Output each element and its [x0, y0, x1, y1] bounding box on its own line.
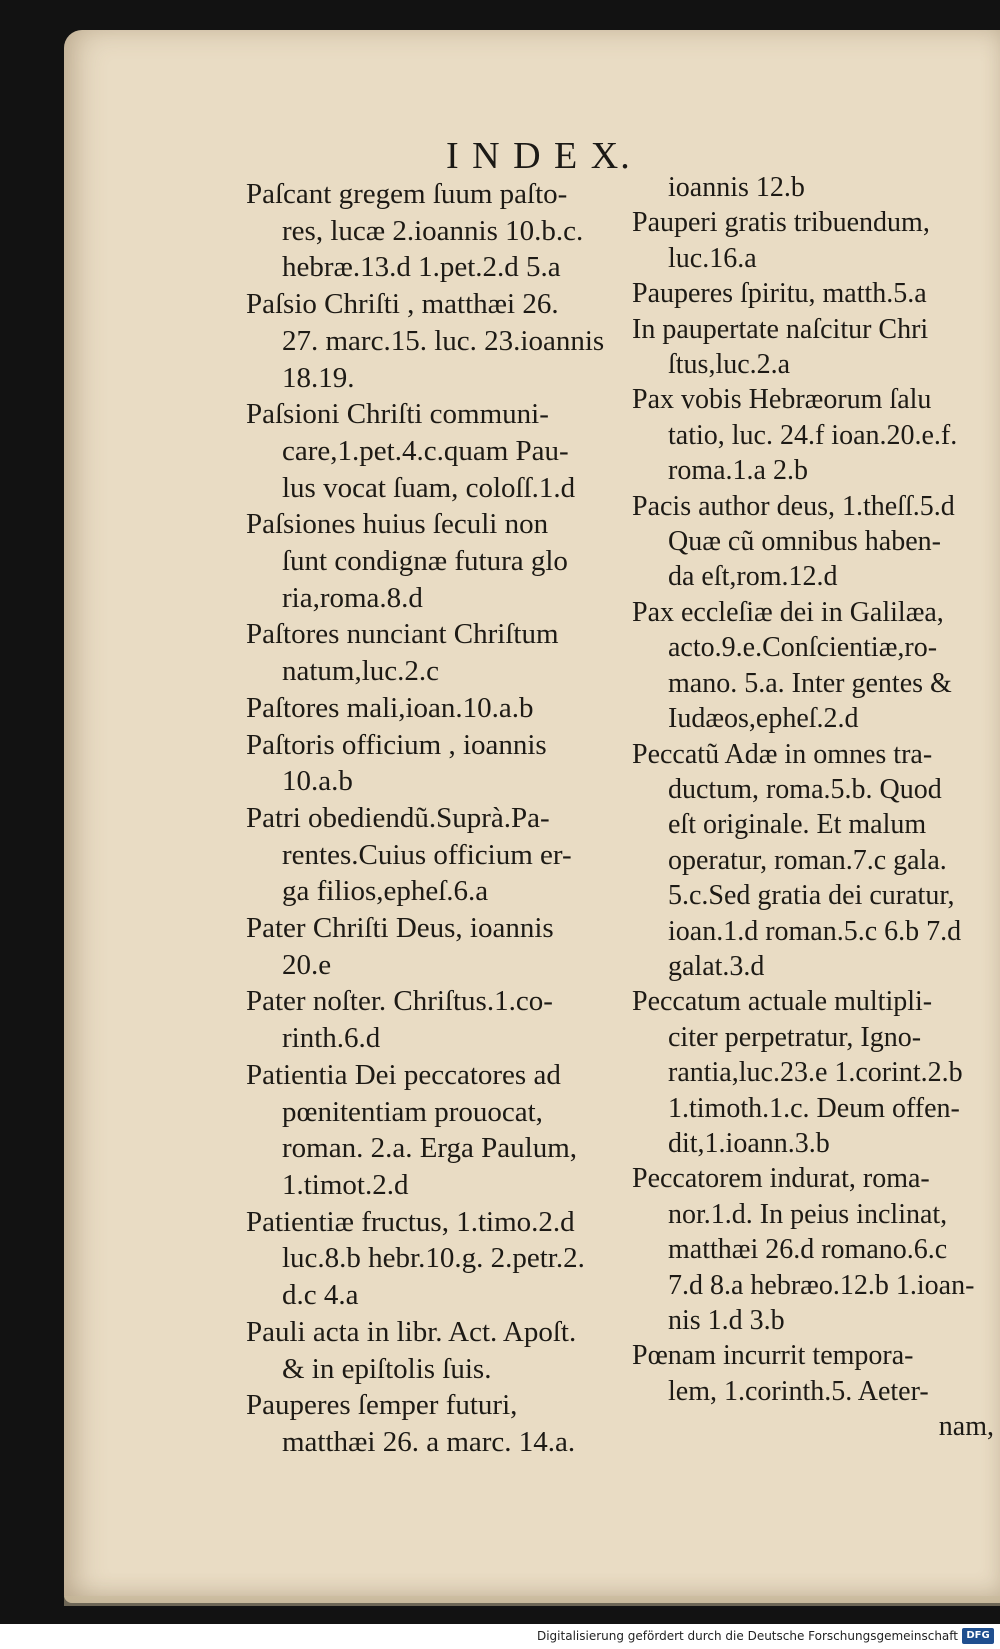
index-line-right: Peccatũ Adæ in omnes tra- — [632, 738, 933, 770]
index-line-left: care,1.pet.4.c.quam Pau- — [282, 434, 569, 467]
index-line-right: Peccatum actuale multipli- — [632, 986, 933, 1018]
index-line-left: Paſtores nunciant Chriſtum — [246, 618, 559, 651]
funding-credit: Digitalisierung gefördert durch die Deutsche Forschungsgemeinschaft — [536, 1629, 958, 1643]
index-line-right: matthæi 26.d romano.6.c — [668, 1234, 948, 1266]
index-line-left: ga filios,epheſ.6.a — [282, 875, 489, 908]
index-line-right: lem, 1.corinth.5. Aeter- — [668, 1375, 929, 1407]
index-line-right: ſtus,luc.2.a — [668, 349, 791, 381]
index-line-left: Paſcant gregem ſuum paſto- — [246, 178, 568, 210]
index-line-left: ſunt condignæ futura glo — [282, 545, 568, 578]
index-line-left: Patientia Dei peccatores ad — [246, 1058, 561, 1091]
index-line-right: Iudæos,epheſ.2.d — [668, 703, 859, 735]
index-line-left: roman. 2.a. Erga Paulum, — [282, 1132, 578, 1165]
index-line-right: nam, — [938, 1411, 994, 1443]
index-line-left: res, lucæ 2.ioannis 10.b.c. — [282, 214, 584, 247]
index-line-left: natum,luc.2.c — [282, 655, 440, 688]
index-line-left: Paſsio Chriſti , matthæi 26. — [246, 288, 559, 321]
index-line-left: pœnitentiam prouocat, — [282, 1095, 543, 1128]
index-line-right: 7.d 8.a hebræo.12.b 1.ioan- — [668, 1269, 975, 1301]
index-line-right: Pax eccleſiæ dei in Galilæa, — [632, 596, 944, 628]
index-line-left: Paſsiones huius ſeculi non — [246, 508, 549, 541]
index-line-left: hebræ.13.d 1.pet.2.d 5.a — [282, 251, 561, 284]
index-line-left: Pauli acta in libr. Act. Apoſt. — [246, 1315, 577, 1348]
index-line-left: & in epiſtolis ſuis. — [282, 1352, 492, 1385]
index-line-left: Pater Chriſti Deus, ioannis — [246, 912, 554, 945]
index-line-left: Paſtoris officium , ioannis — [246, 728, 547, 761]
index-line-left: 18.19. — [282, 361, 355, 394]
index-line-right: ioan.1.d roman.5.c 6.b 7.d — [668, 915, 962, 947]
index-line-right: acto.9.e.Conſcientiæ,ro- — [668, 632, 938, 664]
index-line-right: In paupertate naſcitur Chri — [632, 313, 929, 345]
index-line-right: tatio, luc. 24.f ioan.20.e.f. — [668, 419, 958, 451]
index-line-right: mano. 5.a. Inter gentes & — [668, 667, 952, 699]
index-line-left: luc.8.b hebr.10.g. 2.petr.2. — [282, 1242, 585, 1275]
index-line-right: Pauperes ſpiritu, matth.5.a — [632, 278, 927, 310]
index-line-left: Patientiæ fructus, 1.timo.2.d — [246, 1205, 575, 1238]
index-line-left: ria,roma.8.d — [282, 581, 423, 614]
index-line-right: ductum, roma.5.b. Quod — [668, 773, 942, 805]
index-line-right: eſt originale. Et malum — [668, 809, 927, 841]
index-line-left: 20.e — [282, 948, 332, 981]
index-line-right: da eſt,rom.12.d — [668, 561, 838, 593]
index-line-right: citer perpetratur, Igno- — [668, 1021, 922, 1053]
index-line-left: Paſtores mali,ioan.10.a.b — [246, 691, 534, 724]
index-line-right: galat.3.d — [668, 950, 765, 982]
index-line-left: matthæi 26. a marc. 14.a. — [282, 1425, 576, 1458]
index-line-right: ioannis 12.b — [668, 172, 805, 203]
index-line-left: rentes.Cuius officium er- — [282, 838, 572, 871]
index-line-right: dit,1.ioann.3.b — [668, 1127, 830, 1159]
index-line-right: Pax vobis Hebræorum ſalu — [632, 384, 932, 416]
index-line-left: 10.a.b — [282, 765, 353, 798]
index-line-right: 5.c.Sed gratia dei curatur, — [668, 880, 955, 912]
index-line-right: Pacis author deus, 1.theſſ.5.d — [632, 490, 955, 522]
index-line-right: Pauperi gratis tribuendum, — [632, 207, 930, 239]
index-line-right: rantia,luc.23.e 1.corint.2.b — [668, 1057, 963, 1089]
index-column-right — [632, 170, 994, 1445]
index-line-left: rinth.6.d — [282, 1022, 381, 1055]
index-line-right: Pœnam incurrit tempora- — [632, 1340, 914, 1372]
footer-bar — [0, 1624, 1000, 1649]
index-line-left: Pauperes ſemper futuri, — [246, 1389, 518, 1422]
index-line-left: 1.timot.2.d — [282, 1168, 409, 1201]
index-line-left: d.c 4.a — [282, 1279, 359, 1312]
index-line-right: luc.16.a — [668, 242, 757, 274]
index-line-left: Paſsioni Chriſti communi- — [246, 398, 549, 431]
index-line-right: Quæ cũ omnibus haben- — [668, 526, 941, 558]
dfg-logo-icon: DFG — [962, 1628, 994, 1644]
index-line-right: nis 1.d 3.b — [668, 1305, 785, 1336]
index-line-left: Pater noſter. Chriſtus.1.co- — [246, 985, 553, 1018]
index-line-right: operatur, roman.7.c gala. — [668, 844, 947, 876]
index-line-left: lus vocat ſuam, coloſſ.1.d — [282, 471, 576, 504]
index-line-right: nor.1.d. In peius inclinat, — [668, 1198, 948, 1230]
page-heading: I N D E X. — [446, 135, 632, 177]
index-line-left: 27. marc.15. luc. 23.ioannis — [282, 324, 605, 357]
index-line-right: roma.1.a 2.b — [668, 455, 808, 487]
index-line-left: Patri obediendũ.Suprà.Pa- — [246, 801, 550, 834]
index-line-right: Peccatorem indurat, roma- — [632, 1163, 930, 1195]
index-column-left — [246, 176, 616, 1461]
page-bottom-edge — [64, 1596, 1000, 1606]
index-line-right: 1.timoth.1.c. Deum offen- — [668, 1092, 960, 1124]
